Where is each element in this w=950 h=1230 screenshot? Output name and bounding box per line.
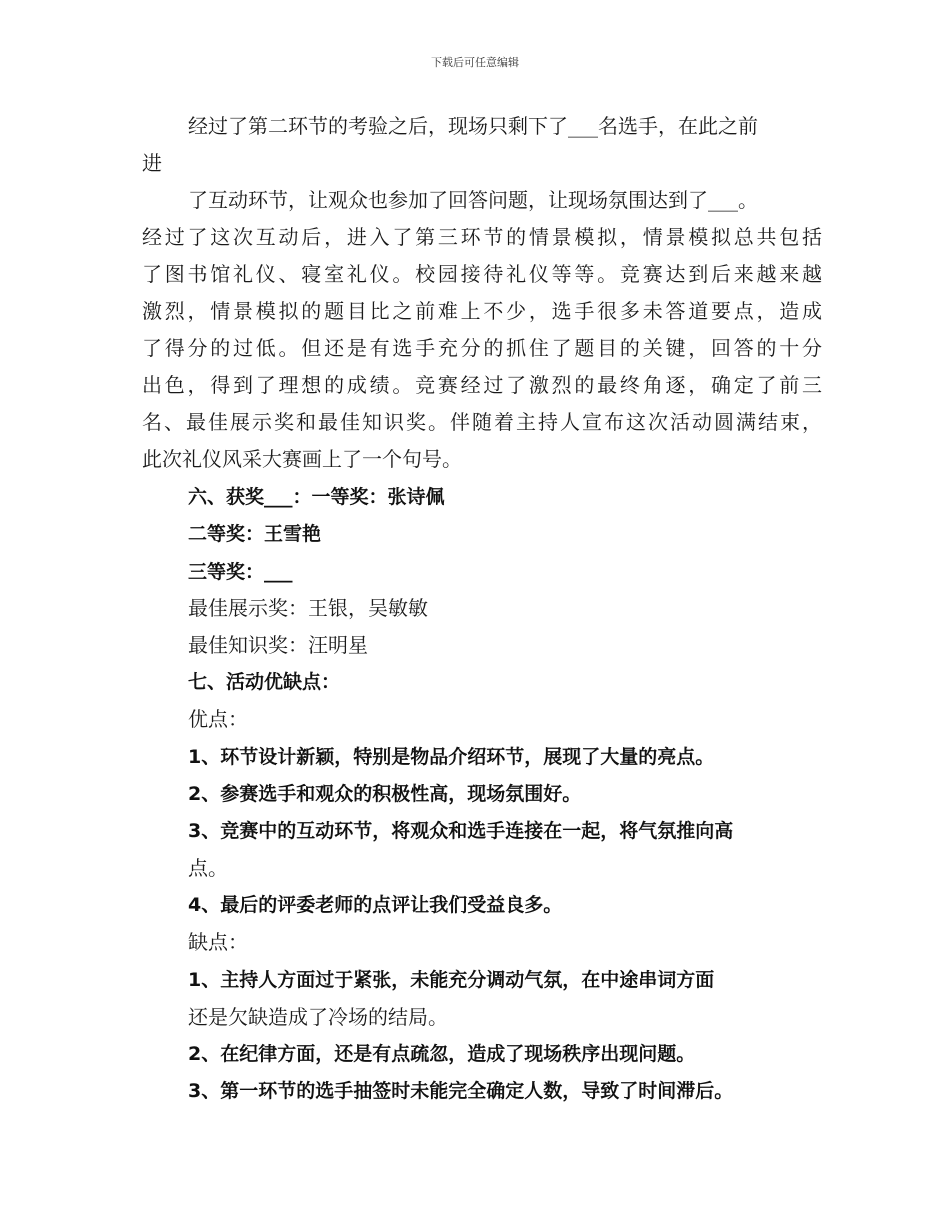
paragraph-line: 出色，得到了理想的成绩。竞赛经过了激烈的最终角逐，确定了前三 (142, 373, 822, 397)
award-third: 三等奖：___ (188, 561, 293, 583)
paragraph-line: 此次礼仪风采大赛画上了一个句号。 (142, 447, 462, 471)
section7-heading: 七、活动优缺点： (188, 671, 341, 693)
pro-item-continuation: 点。 (188, 856, 228, 880)
paragraph-line: 经过了这次互动后，进入了第三环节的情景模拟，情景模拟总共包括 (142, 225, 822, 249)
paragraph-line: 了得分的过低。但还是有选手充分的抓住了题目的关键，回答的十分 (142, 336, 822, 360)
con-item: 2、在纪律方面，还是有点疏忽，造成了现场秩序出现问题。 (188, 1043, 696, 1065)
paragraph-line: 了图书馆礼仪、寝室礼仪。校园接待礼仪等等。竞赛达到后来越来越 (142, 262, 822, 286)
cons-label: 缺点： (188, 930, 248, 954)
pro-item: 4、最后的评委老师的点评让我们受益良多。 (188, 894, 563, 916)
con-item-continuation: 还是欠缺造成了冷场的结局。 (188, 1005, 448, 1029)
pro-item: 3、竞赛中的互动环节，将观众和选手连接在一起，将气氛推向高 (188, 820, 734, 842)
page-header: 下载后可任意编辑 (431, 56, 519, 69)
paragraph-line: 激烈，情景模拟的题目比之前难上不少，选手很多未答道要点，造成 (142, 299, 822, 323)
paragraph-line: 经过了第二环节的考验之后，现场只剩下了___名选手，在此之前 (188, 114, 758, 138)
paragraph-line: 名、最佳展示奖和最佳知识奖。伴随着主持人宣布这次活动圆满结束， (142, 410, 822, 434)
pro-item: 2、参赛选手和观众的积极性高，现场氛围好。 (188, 783, 582, 805)
award-second: 二等奖：王雪艳 (188, 523, 322, 545)
con-item: 3、第一环节的选手抽签时未能完全确定人数，导致了时间滞后。 (188, 1080, 734, 1102)
pros-label: 优点： (188, 707, 248, 731)
award-best-knowledge: 最佳知识奖：汪明星 (188, 633, 368, 657)
pro-item: 1、环节设计新颖，特别是物品介绍环节，展现了大量的亮点。 (188, 746, 715, 768)
con-item: 1、主持人方面过于紧张，未能充分调动气氛，在中途串词方面 (188, 969, 715, 991)
awards-heading: 六、获奖___：一等奖：张诗佩 (188, 486, 445, 508)
paragraph-line: 了互动环节，让观众也参加了回答问题，让现场氛围达到了___。 (188, 188, 758, 212)
paragraph-line: 进 (142, 151, 162, 175)
award-best-show: 最佳展示奖：王银，吴敏敏 (188, 596, 428, 620)
